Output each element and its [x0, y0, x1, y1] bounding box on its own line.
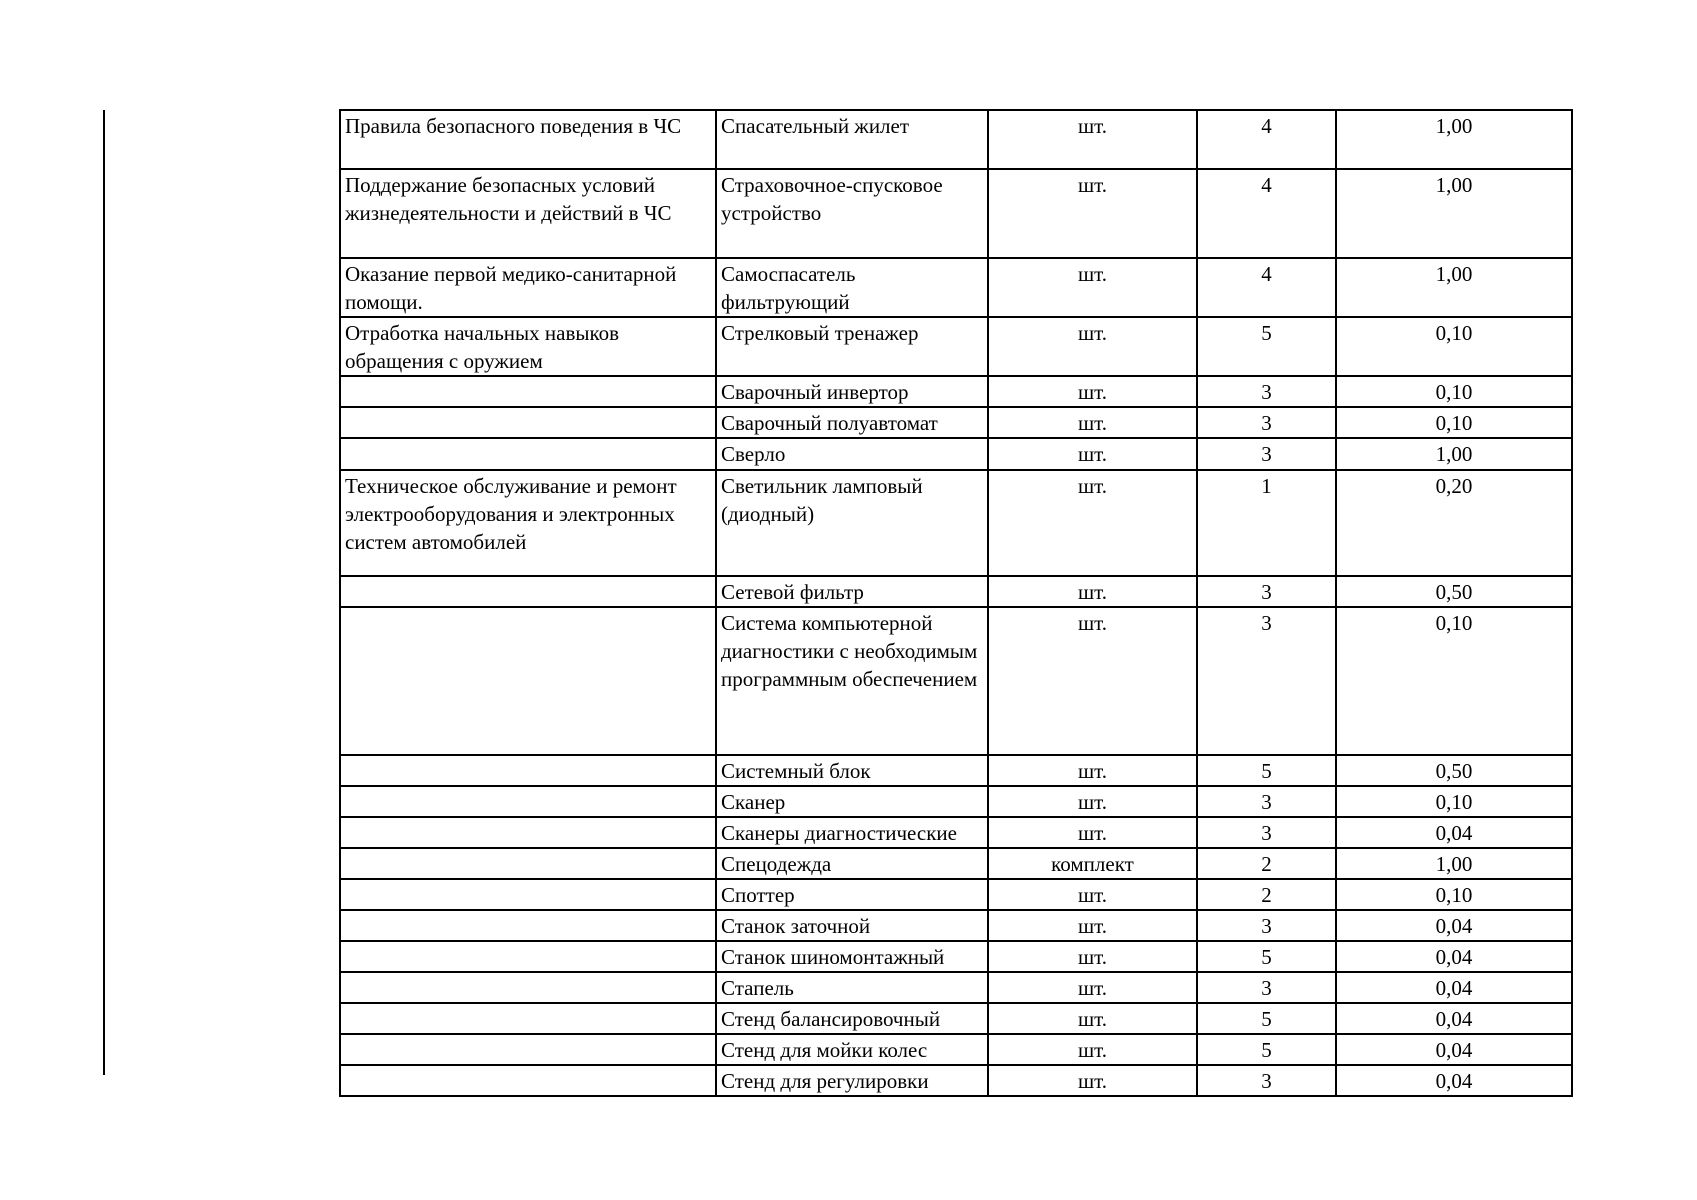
topic-cell [340, 972, 716, 1003]
equipment-name-cell: Сварочный полуавтомат [716, 407, 988, 438]
quantity-cell: 5 [1197, 755, 1336, 786]
table-row [340, 786, 1572, 817]
coefficient-cell: 1,00 [1336, 110, 1572, 169]
topic-cell [340, 941, 716, 972]
equipment-name-cell: Сварочный инвертор [716, 376, 988, 407]
equipment-name-cell: Системный блок [716, 755, 988, 786]
topic-cell: Поддержание безопасных условий жизнедеятельности и действий в ЧС [340, 169, 716, 258]
table-row [340, 317, 1572, 376]
table-row [340, 376, 1572, 407]
topic-cell [340, 607, 716, 755]
topic-cell [340, 438, 716, 470]
table-row [340, 879, 1572, 910]
quantity-cell: 3 [1197, 972, 1336, 1003]
equipment-name-cell: Стенд для регулировки [716, 1065, 988, 1096]
coefficient-cell: 0,10 [1336, 607, 1572, 755]
coefficient-cell: 1,00 [1336, 169, 1572, 258]
equipment-name-cell: Станок шиномонтажный [716, 941, 988, 972]
quantity-cell: 4 [1197, 169, 1336, 258]
unit-cell: шт. [988, 407, 1197, 438]
topic-cell: Правила безопасного поведения в ЧС [340, 110, 716, 169]
coefficient-cell: 1,00 [1336, 258, 1572, 317]
topic-cell: Отработка начальных навыков обращения с оружием [340, 317, 716, 376]
topic-cell [340, 879, 716, 910]
coefficient-cell: 0,04 [1336, 817, 1572, 848]
topic-cell [340, 817, 716, 848]
table-row [340, 941, 1572, 972]
equipment-name-cell: Сетевой фильтр [716, 576, 988, 607]
table-row [340, 1034, 1572, 1065]
coefficient-cell: 0,04 [1336, 941, 1572, 972]
unit-cell: шт. [988, 879, 1197, 910]
table-row [340, 110, 1572, 169]
table-row [340, 755, 1572, 786]
unit-cell: шт. [988, 576, 1197, 607]
quantity-cell: 3 [1197, 607, 1336, 755]
quantity-cell: 4 [1197, 258, 1336, 317]
topic-cell [340, 407, 716, 438]
topic-cell [340, 910, 716, 941]
topic-cell [340, 755, 716, 786]
quantity-cell: 2 [1197, 848, 1336, 879]
table-row [340, 169, 1572, 258]
equipment-name-cell: Стенд балансировочный [716, 1003, 988, 1034]
coefficient-cell: 0,04 [1336, 1034, 1572, 1065]
table-row [340, 910, 1572, 941]
coefficient-cell: 0,04 [1336, 972, 1572, 1003]
unit-cell: шт. [988, 169, 1197, 258]
quantity-cell: 3 [1197, 576, 1336, 607]
equipment-name-cell: Светильник ламповый (диодный) [716, 470, 988, 576]
unit-cell: шт. [988, 817, 1197, 848]
coefficient-cell: 0,50 [1336, 755, 1572, 786]
topic-cell [340, 1065, 716, 1096]
topic-cell [340, 576, 716, 607]
equipment-name-cell: Сканер [716, 786, 988, 817]
quantity-cell: 3 [1197, 910, 1336, 941]
equipment-name-cell: Споттер [716, 879, 988, 910]
equipment-name-cell: Спецодежда [716, 848, 988, 879]
equipment-name-cell: Стрелковый тренажер [716, 317, 988, 376]
table-row [340, 972, 1572, 1003]
quantity-cell: 3 [1197, 438, 1336, 470]
quantity-cell: 3 [1197, 786, 1336, 817]
quantity-cell: 5 [1197, 941, 1336, 972]
unit-cell: шт. [988, 910, 1197, 941]
coefficient-cell: 0,04 [1336, 910, 1572, 941]
unit-cell: комплект [988, 848, 1197, 879]
quantity-cell: 5 [1197, 1003, 1336, 1034]
coefficient-cell: 0,10 [1336, 407, 1572, 438]
equipment-name-cell: Система компьютерной диагностики с необходимым программным обеспечением [716, 607, 988, 755]
coefficient-cell: 0,10 [1336, 879, 1572, 910]
equipment-name-cell: Стапель [716, 972, 988, 1003]
equipment-name-cell: Станок заточной [716, 910, 988, 941]
coefficient-cell: 0,10 [1336, 376, 1572, 407]
coefficient-cell: 0,50 [1336, 576, 1572, 607]
quantity-cell: 3 [1197, 407, 1336, 438]
equipment-name-cell: Страховочное-спусковое устройство [716, 169, 988, 258]
coefficient-cell: 1,00 [1336, 848, 1572, 879]
equipment-name-cell: Сверло [716, 438, 988, 470]
topic-cell [340, 1003, 716, 1034]
topic-cell: Техническое обслуживание и ремонт электрооборудования и электронных систем автомобилей [340, 470, 716, 576]
unit-cell: шт. [988, 972, 1197, 1003]
quantity-cell: 3 [1197, 376, 1336, 407]
topic-cell [340, 376, 716, 407]
equipment-name-cell: Сканеры диагностические [716, 817, 988, 848]
topic-cell [340, 848, 716, 879]
unit-cell: шт. [988, 376, 1197, 407]
table-row [340, 848, 1572, 879]
quantity-cell: 5 [1197, 1034, 1336, 1065]
unit-cell: шт. [988, 470, 1197, 576]
coefficient-cell: 0,20 [1336, 470, 1572, 576]
unit-cell: шт. [988, 1003, 1197, 1034]
unit-cell: шт. [988, 317, 1197, 376]
table-row [340, 438, 1572, 470]
table-row [340, 470, 1572, 576]
quantity-cell: 2 [1197, 879, 1336, 910]
quantity-cell: 3 [1197, 1065, 1336, 1096]
equipment-name-cell: Самоспасатель фильтрующий [716, 258, 988, 317]
quantity-cell: 4 [1197, 110, 1336, 169]
topic-cell [340, 1034, 716, 1065]
table-row [340, 817, 1572, 848]
coefficient-cell: 0,10 [1336, 317, 1572, 376]
table-row [340, 407, 1572, 438]
unit-cell: шт. [988, 258, 1197, 317]
coefficient-cell: 1,00 [1336, 438, 1572, 470]
unit-cell: шт. [988, 607, 1197, 755]
unit-cell: шт. [988, 1034, 1197, 1065]
coefficient-cell: 0,04 [1336, 1065, 1572, 1096]
unit-cell: шт. [988, 1065, 1197, 1096]
unit-cell: шт. [988, 755, 1197, 786]
unit-cell: шт. [988, 786, 1197, 817]
table-row [340, 576, 1572, 607]
page-margin-line [103, 110, 105, 1075]
quantity-cell: 1 [1197, 470, 1336, 576]
quantity-cell: 5 [1197, 317, 1336, 376]
coefficient-cell: 0,10 [1336, 786, 1572, 817]
unit-cell: шт. [988, 941, 1197, 972]
table-row [340, 1065, 1572, 1096]
equipment-name-cell: Спасательный жилет [716, 110, 988, 169]
topic-cell [340, 786, 716, 817]
coefficient-cell: 0,04 [1336, 1003, 1572, 1034]
table-row [340, 607, 1572, 755]
equipment-name-cell: Стенд для мойки колес [716, 1034, 988, 1065]
table-row [340, 1003, 1572, 1034]
unit-cell: шт. [988, 438, 1197, 470]
table-row [340, 258, 1572, 317]
unit-cell: шт. [988, 110, 1197, 169]
equipment-table [339, 109, 1573, 1097]
quantity-cell: 3 [1197, 817, 1336, 848]
topic-cell: Оказание первой медико-санитарной помощи. [340, 258, 716, 317]
